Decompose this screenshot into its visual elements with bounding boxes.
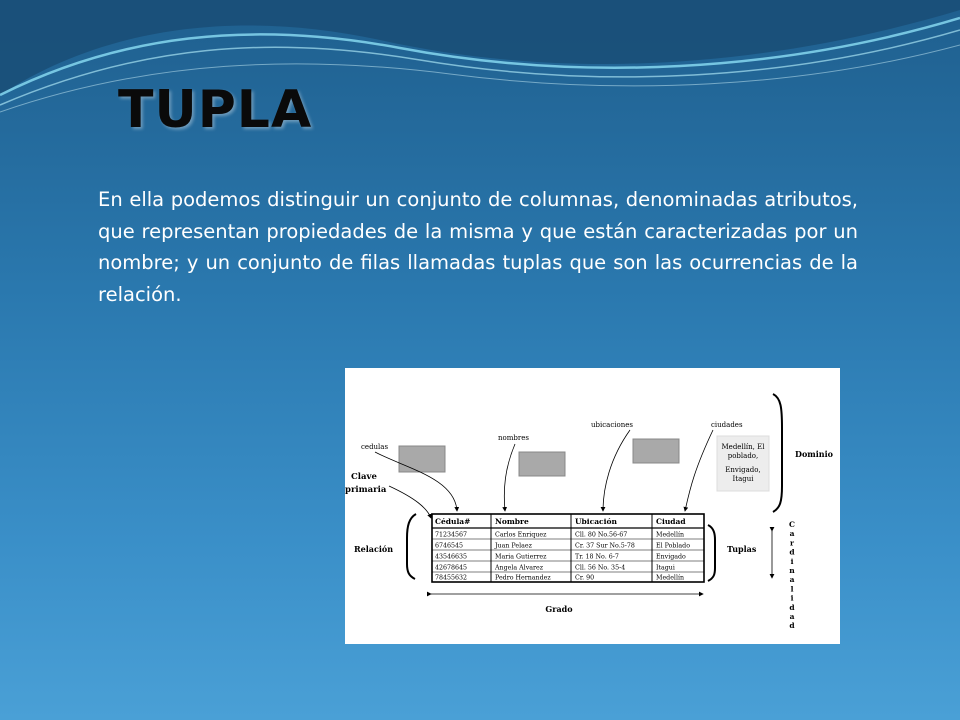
cities-line-2: poblado, (727, 452, 759, 460)
arrow-nombres (504, 444, 515, 511)
label-grado: Grado (545, 604, 573, 614)
label-primaria: primaria (345, 485, 387, 495)
table-cell: Cr. 90 (575, 574, 595, 582)
arrow-clave-primaria (389, 486, 431, 518)
table-cell: 42678645 (435, 564, 468, 572)
label-relacion: Relación (354, 544, 394, 554)
table-cell: Juan Pelaez (495, 542, 532, 550)
cardinalidad-letter: d (789, 602, 795, 612)
cities-line-1: Medellín, El (721, 443, 765, 451)
cardinalidad-letter: d (789, 621, 795, 631)
table-cell: Cr. 37 Sur No.5-78 (575, 542, 635, 550)
cardinalidad-letter: n (789, 566, 795, 575)
label-clave: Clave (351, 472, 377, 482)
table-cell: Angela Alvarez (495, 564, 544, 572)
cities-line-4: Itagui (732, 475, 754, 483)
cardinalidad-letter: a (789, 575, 795, 585)
label-ubicaciones: ubicaciones (591, 421, 633, 429)
table-cell: Pedro Hernandez (495, 574, 551, 582)
table-header-ubicacion: Ubicación (575, 517, 617, 526)
relation-diagram (345, 368, 840, 644)
relation-table (432, 514, 704, 582)
arrow-ciudades (685, 430, 713, 511)
table-cell: Cll. 80 No.56-67 (575, 531, 628, 539)
cardinalidad-letters (789, 520, 795, 630)
cardinalidad-letter: a (789, 529, 795, 539)
relation-diagram-svg (345, 368, 840, 644)
table-cell: Medellín (656, 531, 685, 539)
table-cell: 43546635 (435, 553, 468, 561)
domain-box-ubicaciones (633, 439, 679, 463)
tuplas-bracket (708, 525, 715, 581)
slide-body-text: En ella podemos distinguir un conjunto de columnas, denominadas atributos, que representan propiedades de la misma y que están caracterizadas por un nombre; y un conjunto de filas llamadas tuplas que son las ocurrencias de la relación. (98, 188, 858, 306)
table-cell: 6746545 (435, 542, 464, 550)
cardinalidad-letter: l (790, 584, 794, 594)
table-header-ciudad: Ciudad (656, 517, 686, 526)
table-cell: Tr. 18 No. 6-7 (575, 553, 619, 561)
table-header-nombre: Nombre (495, 517, 529, 526)
cities-line-3: Envigado, (725, 466, 761, 474)
label-ciudades: ciudades (711, 421, 743, 429)
cardinalidad-letter: d (789, 547, 795, 557)
table-cell: 78455632 (435, 574, 468, 582)
table-cell: Medellín (656, 574, 685, 582)
table-cell: Itagui (656, 564, 675, 572)
table-header-cedula: Cédula# (435, 517, 471, 526)
table-cell: Envigado (656, 553, 686, 561)
label-nombres: nombres (498, 434, 529, 442)
table-cell: El Poblado (656, 542, 691, 550)
label-cedulas: cedulas (361, 443, 389, 451)
table-cell: Cll. 56 No. 35-4 (575, 564, 626, 572)
relacion-bracket (407, 514, 416, 579)
cardinalidad-letter: a (789, 612, 795, 621)
cardinalidad-letter: i (790, 593, 794, 603)
label-tuplas: Tuplas (727, 544, 757, 554)
table-cell: Carlos Enriquez (495, 531, 547, 539)
domain-box-nombres (519, 452, 565, 476)
label-dominio: Dominio (795, 449, 833, 459)
cardinalidad-letter: C (789, 520, 795, 529)
cardinalidad-letter: r (790, 538, 794, 548)
dominio-bracket (773, 394, 782, 512)
slide-title: TUPLA (118, 80, 313, 140)
domain-box-cedulas (399, 446, 445, 472)
cardinalidad-letter: i (790, 556, 794, 566)
table-cell: Maria Gutierrez (495, 553, 547, 561)
arrow-ubicaciones (603, 430, 630, 511)
table-cell: 71234567 (435, 531, 468, 539)
